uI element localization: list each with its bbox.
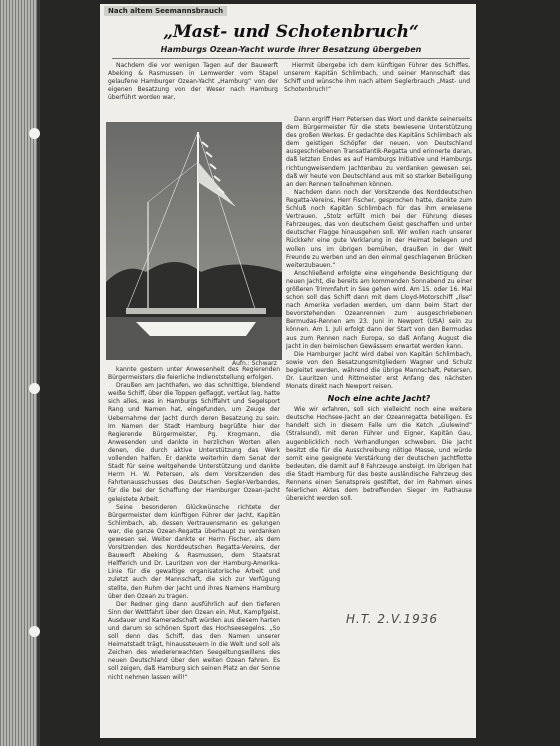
yacht-photo <box>106 122 282 360</box>
paragraph: kannte gestern unter Anwesenheit des Regierenden Bürgermeisters die feierliche Indienststellung erfolgen. <box>108 366 280 382</box>
left-column <box>108 366 280 732</box>
intro-right-text: Hiermit übergebe ich dem künftigen Führer des Schiffes, unserem Kapitän Schlimbach, und seiner Mannschaft das Schiff und wünsche ihm nach altem Seglerbrauch „Mast- und Schotenbruch!“ <box>284 62 470 94</box>
paragraph: Der Redner ging dann ausführlich auf den tieferen Sinn der Wettfahrt über den Ozean ein. Mut, Kampfgeist, Ausdauer und Kameradschaft würden aus diesem harten und darum so schönen Sport des Hochseesegelns. „So soll denn das Schiff, das den Namen unserer Heimatstadt trägt, hinaussteuern in die Welt und soll als Zeichen des wiedererwachten Seegeltungswillens des neuen Deutschland über den weiten Ozean fahren. Es soll zeigen, daß Hamburg sich seinen Platz an der Sonne nicht nehmen lassen will!“ <box>108 600 280 681</box>
paragraph: Draußen am Jachthafen, wo das schnittige, blendend weiße Schiff, über die Toppen geflaggt, vertäut lag, hatte sich alles, was in Hamburgs Schiffahrt und Segelsport Rang und Namen hat, eingefunden, um Zeuge der Uebernahme der Jacht durch deren Besatzung zu sein. Im Namen der Stadt Hamburg begrüßte hier der Regierende Bürgermeister, Pg. Krogmann, die Anwesenden und dankte in herzlichen Worten allen denen, die durch aktive Unterstützung das Werk vollenden halfen. Er dankte weiterhin dem Senat der Stadt für seine weitgehende Unterstützung und dankte Herrn H. W. Petersen, als dem Vorsitzenden des Fahrtenausschusses des Deutschen Segler-Verbandes, für die bei der Schaffung der Hamburger Ozean-Jacht geleistete Arbeit. <box>108 382 280 503</box>
paragraph: Wie wir erfahren, soll sich vielleicht noch eine weitere deutsche Hochsee-Jacht an der Ozeanregatta beteiligen. Es handelt sich in diesem Falle um die Ketch „Gulewind“ (Stralsund), mit deren Führer und Eigner, Kapitän Gau, augenblicklich noch Verhandlungen schweben. Die Jacht besitzt die für die Ausschreibung nötige Masse, und würde somit eine geeignete Verstärkung der deutschen Jachtflotte bedeuten, die damit auf 8 Fahrzeuge ansteigt. Im übrigen hat die Stadt Hamburg für das beste ausländische Fahrzeug des Rennens einen Senatspreis gestiftet, der im Rahmen eines feierlichen Aktes dem betreffenden Sieger im Rathause übereicht werden soll. <box>286 406 472 503</box>
intro-right <box>284 62 470 114</box>
paragraph: Anschließend erfolgte eine eingehende Besichtigung der neuen Jacht, die bereits am kommenden Sonnabend zu einer größeren Trimmfahrt in See gehen wird. Am 15. oder 16. Mai schon soll das Schiff dann mit dem Lloyd-Motorschiff „Ilse“ nach Amerika verladen werden, um dann beim Start der bevorstehenden Ozeanrennen zum ausgeschriebenen Bermudas-Rennen am 23. Juni in Newport (USA) sein zu können. Am 1. Juli erfolgt dann der Start von den Bermudas aus zum Rennen nach Europa, so daß Anfang August die Jacht in den heimischen Gewässern erwartet werden kann. <box>286 269 472 350</box>
headline-rule <box>112 58 470 59</box>
punch-hole <box>29 626 40 637</box>
intro-left-text: Nachdem die vor wenigen Tagen auf der Bauwerft Abeking & Rasmussen in Lemwerder vom Stapel gelaufene Hamburger Ozean-Yacht „Hamburg“ von der eigenen Besatzung von der Weser nach Hamburg überführt worden war, <box>108 62 278 102</box>
paragraph: Nachdem dann noch der Vorsitzende des Norddeutschen Regatta-Vereins, Herr Fischer, gesprochen hatte, dankte zum Schluß noch Kapitän Schlimbach für das ihm erwiesene Vertrauen. „Stolz erfüllt mich bei der Führung dieses Fahrzeuges, das von deutschem Geist geschaffen und unter deutscher Flagge hinausgehen soll. Wir wollen nach unserer Rückkehr eine gute Verklarung in der Heimat belegen und wollen uns im übrigen bemühen, draußen in der Welt Freunde zu werben und an den einmal geschlagenen Brücken weiterzubauen.“ <box>286 188 472 269</box>
handwritten-date: H.T. 2.V.1936 <box>346 612 439 626</box>
subheadline: Hamburgs Ozean-Yacht wurde ihrer Besatzung übergeben <box>160 45 422 54</box>
headline: „Mast- und Schotenbruch“ <box>163 22 419 42</box>
punch-hole <box>29 128 40 139</box>
punch-hole <box>29 383 40 394</box>
intro-left <box>108 62 278 120</box>
subsection-title: Noch eine achte Jacht? <box>327 394 431 404</box>
paragraph: Die Hamburger Jacht wird dabei von Kapitän Schlimbach, sowie von den Besatzungsmitgliedern Wagner und Schulz begleitet werden, während die übrige Mannschaft, Petersen, Dr. Lauritzen und Rittmeister erst Anfang des nächsten Monats direkt nach Newport reisen. <box>286 350 472 391</box>
section-tag: Nach altem Seemannsbrauch <box>104 6 227 16</box>
paragraph: Seine besonderen Glückwünsche richtete der Bürgermeister dem künftigen Führer der Jacht, Kapitän Schlimbach, ab, dessen Vertrauensmann es gelungen war, die ganze Ozean-Regatta überhaupt zu verdanken gewesen sei. Weiter dankte er Herrn Fischer, als dem Vorsitzenden des Norddeutschen Regatta-Vereins, der Bauwerft Abeking & Rasmussen, dem Staatsrat Helfferich und Dr. Lauritzen von der Hamburg-Amerika-Linie für die gewaltige organisatorische Arbeit und zuletzt auch der Mannschaft, die sich zur Verfügung stellte, den Ruhm der Jacht und ihres Namens Hamburg über den Ozean zu tragen. <box>108 503 280 600</box>
right-column <box>286 116 472 606</box>
photo-credit: Aufn.: Schwarz <box>232 360 277 367</box>
paragraph: Dann ergriff Herr Petersen das Wort und dankte seinerseits dem Bürgermeister für die stets bewiesene Unterstützung des großen Werkes. Er gedachte des Kapitäns Schlimbach als dem geistigen Schöpfer der neuen, von Deutschland ausgeschriebenen Transatlantik-Regatta und erinnerte daran, daß letzten Endes es auf Hamburgs Initiative und Hamburgs richtungweisendem Jachtenbau zu verdanken gewesen sei, daß wir heute von Deutschland aus mit so starker Beteiligung an den Rennen teilnehmen können. <box>286 116 472 188</box>
